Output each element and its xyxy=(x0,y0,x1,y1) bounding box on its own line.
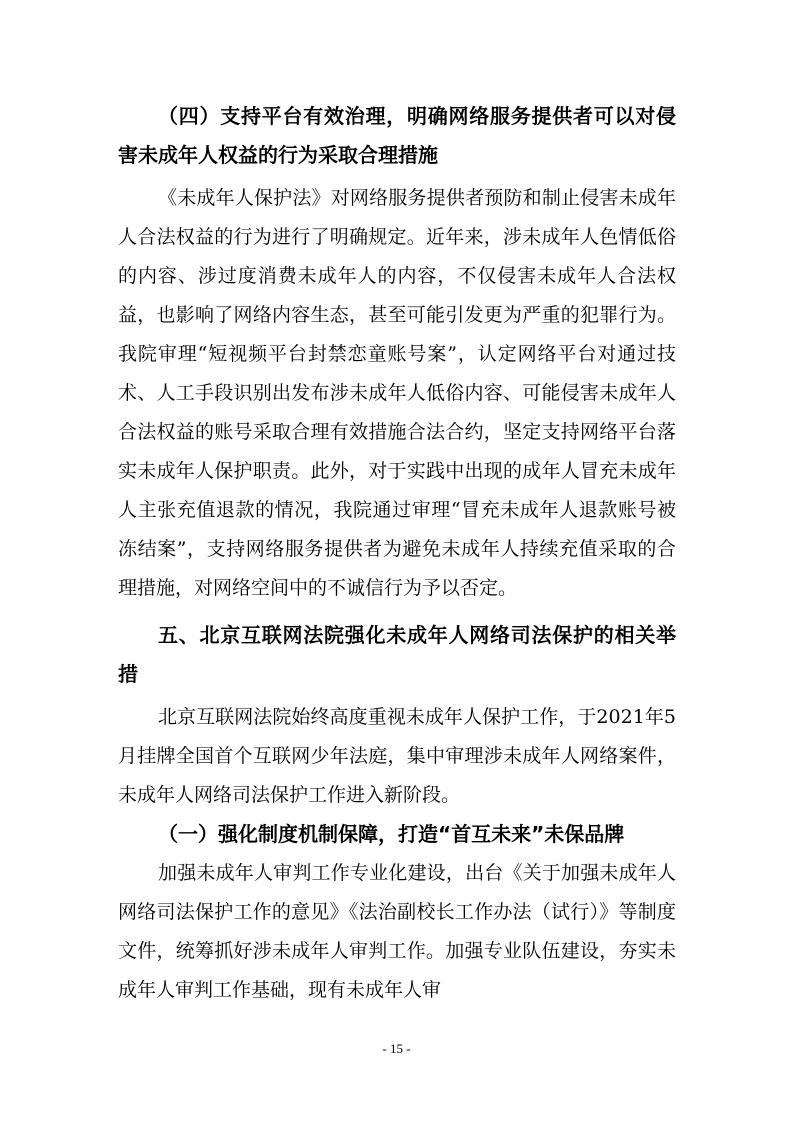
body-paragraph-3: 加强未成年人审判工作专业化建设，出台《关于加强未成年人网络司法保护工作的意见》《法治副校长工作办法（试行）》等制度文件，统筹抓好涉未成年人审判工作。加强专业队伍建设，夯实未成年人审判工作基础，现有未成年人审 xyxy=(118,862,676,1001)
page-number: - 15 - xyxy=(382,1041,411,1056)
body-paragraph-2: 北京互联网法院始终高度重视未成年人保护工作，于2021年5月挂牌全国首个互联网少年法庭，集中审理涉未成年人网络案件，未成年人网络司法保护工作进入新阶段。 xyxy=(118,706,676,806)
section-heading-5-1: （一）强化制度机制保障，打造“首互未来”未保品牌 xyxy=(158,822,625,846)
section-heading-5: 五、北京互联网法院强化未成年人网络司法保护的相关举措 xyxy=(118,623,676,686)
document-page xyxy=(118,97,676,1010)
body-paragraph-1: 《未成年人保护法》对网络服务提供者预防和制止侵害未成年人合法权益的行为进行了明确规定。近年来，涉未成年人色情低俗的内容、涉过度消费未成年人的内容，不仅侵害未成年人合法权益，也影响了网络内容生态，甚至可能引发更为严重的犯罪行为。我院审理“短视频平台封禁恋童账号案”，认定网络平台对通过技术、人工手段识别出发布涉未成年人低俗内容、可能侵害未成年人合法权益的账号采取合理有效措施合法合约，坚定支持网络平台落实未成年人保护职责。此外，对于实践中出现的成年人冒充未成年人主张充值退款的情况，我院通过审理“冒充未成年人退款账号被冻结案”，支持网络服务提供者为避免未成年人持续充值采取的合理措施，对网络空间中的不诚信行为予以否定。 xyxy=(118,187,676,599)
section-heading-4: （四）支持平台有效治理，明确网络服务提供者可以对侵害未成年人权益的行为采取合理措施 xyxy=(118,104,676,167)
